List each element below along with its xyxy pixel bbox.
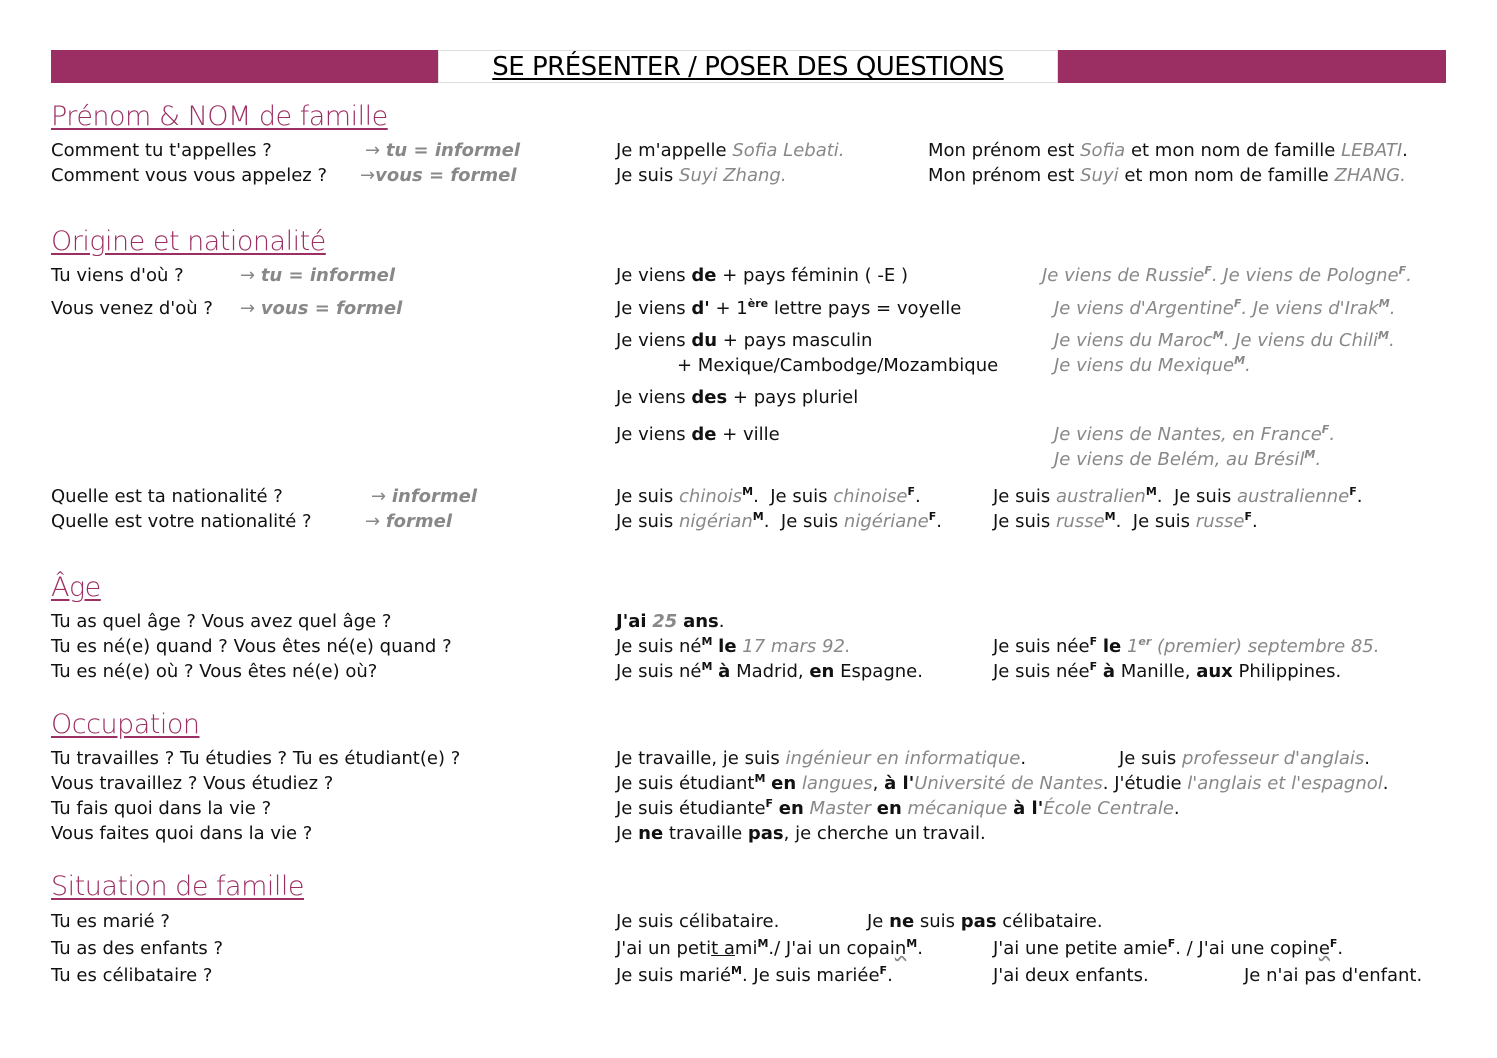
question: Comment vous vous appelez ? bbox=[51, 165, 328, 186]
answer: Je suis nigérian$^M$. Je suis nigériane$^F$. bbox=[616, 510, 942, 532]
question: Vous faites quoi dans la vie ? bbox=[51, 823, 313, 844]
answer: Je suis née$^F$ le 1er (premier) septembre 85. bbox=[993, 635, 1380, 657]
answer: Je travaille, je suis ingénieur en informatique. bbox=[616, 748, 1027, 769]
answer: Je suis étudiant$^M$ en langues, à l'Université de Nantes. J'étudie l'anglais et l'espagnol. bbox=[616, 772, 1389, 794]
answer: Je suis russe$^M$. Je suis russe$^F$. bbox=[993, 510, 1258, 532]
example: Je viens de Belém, au Brésil$^M$. bbox=[1054, 448, 1322, 470]
rule: Je viens d' + 1ère lettre pays = voyelle bbox=[616, 297, 962, 319]
question: Vous venez d'où ? bbox=[51, 298, 213, 319]
example: Je viens d'Argentine$^F$. Je viens d'Irak$^M$. bbox=[1054, 297, 1396, 319]
note: → formel bbox=[365, 511, 453, 532]
section-heading-prenom: Prénom & NOM de famille bbox=[51, 101, 388, 132]
example: Je viens de Nantes, en France$^F$. bbox=[1054, 423, 1336, 445]
question: Quelle est votre nationalité ? bbox=[51, 511, 312, 532]
note: → informel bbox=[371, 486, 478, 507]
answer: Je suis née$^F$ à Manille, aux Philippines. bbox=[993, 660, 1342, 682]
answer: Je suis marié$^M$. Je suis mariée$^F$. bbox=[616, 964, 893, 986]
banner-left bbox=[51, 50, 438, 83]
page-title: SE PRÉSENTER / POSER DES QUESTIONS bbox=[438, 50, 1058, 83]
rule: Je viens des + pays pluriel bbox=[616, 387, 859, 408]
note: → tu = informel bbox=[365, 140, 521, 161]
question: Tu es né(e) quand ? Vous êtes né(e) quand ? bbox=[51, 636, 452, 657]
answer: Je suis $né^M$ le 17 mars 92. bbox=[616, 635, 851, 657]
section-heading-age: Âge bbox=[51, 572, 101, 603]
answer: Je n'ai pas d'enfant. bbox=[1244, 965, 1423, 986]
section-heading-origine: Origine et nationalité bbox=[51, 226, 326, 257]
question: Tu travailles ? Tu étudies ? Tu es étudiant(e) ? bbox=[51, 748, 461, 769]
rule: Je viens de + pays féminin ( -E ) bbox=[616, 265, 909, 286]
answer: Mon prénom est Suyi et mon nom de famille ZHANG. bbox=[928, 165, 1406, 186]
question: Tu as quel âge ? Vous avez quel âge ? bbox=[51, 611, 392, 632]
arrow-right-icon: → bbox=[360, 165, 376, 186]
question: Quelle est ta nationalité ? bbox=[51, 486, 283, 507]
example: Je viens du Mexique$^M$. bbox=[1054, 354, 1251, 376]
answer: J'ai un petit ami$^M$./ J'ai un copain$^M$. bbox=[616, 937, 923, 959]
question: Tu es marié ? bbox=[51, 911, 170, 932]
answer: Je suis professeur d'anglais. bbox=[1119, 748, 1371, 769]
rule: Je viens du + pays masculin bbox=[616, 330, 873, 351]
example: Je viens de Russie$^F$. Je viens de Pologne$^F$. bbox=[1042, 264, 1412, 286]
question: Tu as des enfants ? bbox=[51, 938, 224, 959]
answer: Je suis étudiante$^F$ en Master en mécanique à l'École Centrale. bbox=[616, 797, 1180, 819]
section-heading-occupation: Occupation bbox=[51, 709, 200, 740]
answer: Mon prénom est Sofia et mon nom de famille LEBATI. bbox=[928, 140, 1408, 161]
answer: Je suis célibataire. bbox=[616, 911, 780, 932]
arrow-right-icon: → bbox=[240, 298, 256, 319]
answer: J'ai 25 ans. bbox=[616, 611, 725, 632]
answer: Je m'appelle Sofia Lebati. bbox=[616, 140, 845, 161]
answer: J'ai une petite amie$^F$. / J'ai une copine$^F$. bbox=[993, 937, 1344, 959]
question: Tu fais quoi dans la vie ? bbox=[51, 798, 272, 819]
note: → tu = informel bbox=[240, 265, 396, 286]
question: Comment tu t'appelles ? bbox=[51, 140, 272, 161]
question: Tu es né(e) où ? Vous êtes né(e) où? bbox=[51, 661, 378, 682]
question: Vous travaillez ? Vous étudiez ? bbox=[51, 773, 334, 794]
question: Tu es célibataire ? bbox=[51, 965, 213, 986]
arrow-right-icon: → bbox=[371, 486, 387, 507]
arrow-right-icon: → bbox=[365, 140, 381, 161]
answer: Je ne suis pas célibataire. bbox=[867, 911, 1103, 932]
arrow-right-icon: → bbox=[240, 265, 256, 286]
answer: Je ne travaille pas, je cherche un travail. bbox=[616, 823, 986, 844]
note: → vous = formel bbox=[240, 298, 403, 319]
answer: Je suis australien$^M$. Je suis australienne$^F$. bbox=[993, 485, 1363, 507]
answer: Je suis $né^M$ à Madrid, en Espagne. bbox=[616, 660, 923, 682]
arrow-right-icon: → bbox=[365, 511, 381, 532]
note: →vous = formel bbox=[360, 165, 517, 186]
answer: Je suis chinois$^M$. Je suis chinoise$^F$. bbox=[616, 485, 921, 507]
rule: + Mexique/Cambodge/Mozambique bbox=[677, 355, 999, 376]
answer: Je suis Suyi Zhang. bbox=[616, 165, 787, 186]
question: Tu viens d'où ? bbox=[51, 265, 184, 286]
example: Je viens du Maroc$^M$. Je viens du Chili$^M$. bbox=[1054, 329, 1395, 351]
rule: Je viens de + ville bbox=[616, 424, 780, 445]
section-heading-famille: Situation de famille bbox=[51, 871, 304, 902]
banner-right bbox=[1058, 50, 1446, 83]
answer: J'ai deux enfants. bbox=[993, 965, 1149, 986]
